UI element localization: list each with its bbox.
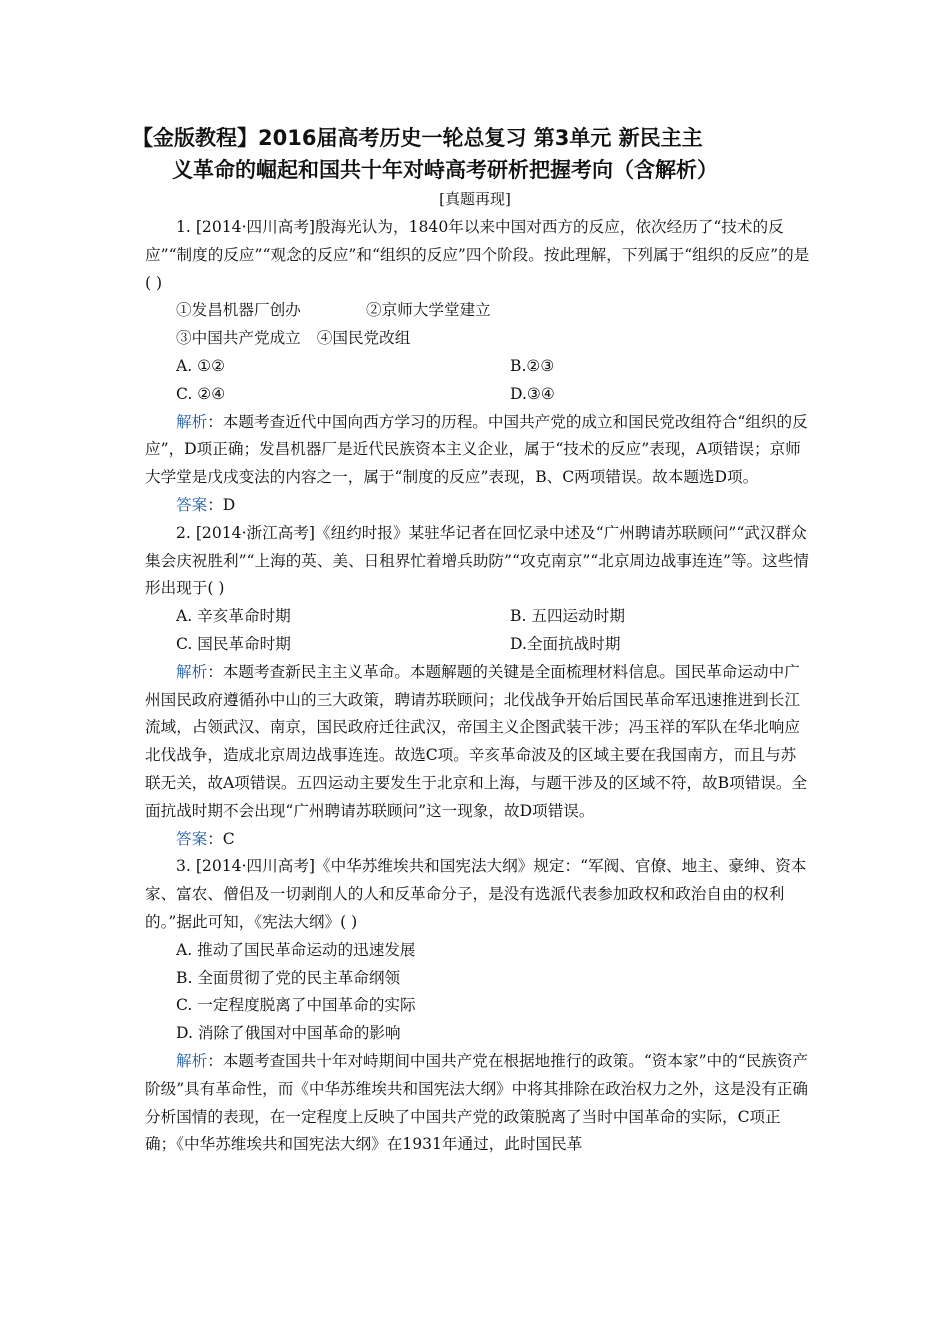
question-1-stem: 1. [2014·四川高考]殷海光认为，1840年以来中国对西方的反应，依次经历了“技术的反应”“制度的反应”“观念的反应”和“组织的反应”四个阶段。按此理解，下列属于“组织的反应”的是( ) [145,218,810,292]
q3-option-c: C. 一定程度脱离了中国革命的实际 [176,996,416,1015]
q1-option-a: A. ①② [176,356,226,375]
analysis-text: ：本题考查新民主主义革命。本题解题的关键是全面梳理材料信息。国民革命运动中广州国民政府遵循孙中山的三大政策，聘请苏联顾问；北伐战争开始后国民革命军迅速推进到长江流域，占领武汉、南京，国民政府迁往武汉，帝国主义企图武装干涉；冯玉祥的军队在华北响应北伐战争，造成北京周边战事连连。故选C项。辛亥革命波及的区域主要在我国南方，而且与苏联无关，故A项错误。五四运动主要发生于北京和上海，与题干涉及的区域不符，故B项错误。全面抗战时期不会出现“广州聘请苏联顾问”这一现象，故D项错误。 [145,662,808,820]
analysis-text: ：本题考查近代中国向西方学习的历程。中国共产党的成立和国民党改组符合“组织的反应”，D项正确；发昌机器厂是近代民族资本主义企业，属于“技术的反应”表现，A项错误；京师大学堂是戊戌变法的内容之一，属于“制度的反应”表现，B、C两项错误。故本题选D项。 [145,412,808,487]
title-line-2: 义革命的崛起和国共十年对峙高考研析把握考向（含解析） [172,158,718,182]
q1-option-c: C. ②④ [176,384,226,403]
analysis-label: 解析 [176,662,208,681]
q1-item-3: ③中国共产党成立 [176,329,301,348]
q2-option-c: C. 国民革命时期 [176,634,291,653]
question-2-stem: 2. [2014·浙江高考]《纽约时报》某驻华记者在回忆录中述及“广州聘请苏联顾问”“武汉群众集会庆祝胜利”“上海的英、美、日租界忙着增兵助防”“攻克南京”“北京周边战事连连”等。这些情形出现于( ) [145,523,809,598]
analysis-label: 解析 [176,1051,208,1070]
q1-option-d: D.③④ [510,384,555,403]
question-1-options-row-1 [145,353,810,381]
question-2-options-row-1 [145,603,810,631]
question-1-items-row-1 [145,297,810,325]
q1-item-2: ②京师大学堂建立 [366,301,491,320]
q2-option-d: D.全面抗战时期 [510,634,621,653]
question-1-items-row-2 [145,325,810,353]
answer-text: ：D [207,495,236,514]
q1-item-1: ①发昌机器厂创办 [176,301,301,320]
q3-option-a: A. 推动了国民革命运动的迅速发展 [176,940,416,959]
section-header: [真题再现] [439,190,511,208]
q1-option-b: B.②③ [510,356,555,375]
document-title [120,122,830,186]
title-line-1: 【金版教程】2016届高考历史一轮总复习 第3单元 新民主主 [132,126,703,150]
analysis-text: ：本题考查国共十年对峙期间中国共产党在根据地推行的政策。“资本家”中的“民族资产阶级”具有革命性，而《中华苏维埃共和国宪法大纲》中将其排除在政治权力之外，这是没有正确分析国情的表现，在一定程度上反映了中国共产党的政策脱离了当时中国革命的实际，C项正确；《中华苏维埃共和国宪法大纲》在1931年通过，此时国民革 [145,1051,809,1154]
analysis-label: 解析 [176,412,208,431]
question-2-options-row-2 [145,631,810,659]
question-2-answer [145,826,810,854]
answer-label: 答案 [176,829,208,848]
question-2-analysis [145,659,810,826]
q3-option-d: D. 消除了俄国对中国革命的影响 [176,1024,401,1043]
question-1-options-row-2 [145,381,810,409]
q1-item-4: ④国民党改组 [316,329,411,348]
question-1-analysis [145,409,810,492]
document-body [145,214,810,1159]
question-1-answer [145,492,810,520]
question-3-stem: 3. [2014·四川高考]《中华苏维埃共和国宪法大纲》规定：“军阀、官僚、地主、豪绅、资本家、富农、僧侣及一切剥削人的人和反革命分子，是没有选派代表参加政权和政治自由的权利的。”据此可知，《宪法大纲》( ) [145,857,807,931]
q2-option-b: B. 五四运动时期 [510,607,625,626]
answer-label: 答案 [176,495,208,514]
question-3-analysis [145,1048,810,1159]
q3-option-b: B. 全面贯彻了党的民主革命纲领 [176,968,401,987]
q2-option-a: A. 辛亥革命时期 [176,607,291,626]
answer-text: ：C [207,829,235,848]
